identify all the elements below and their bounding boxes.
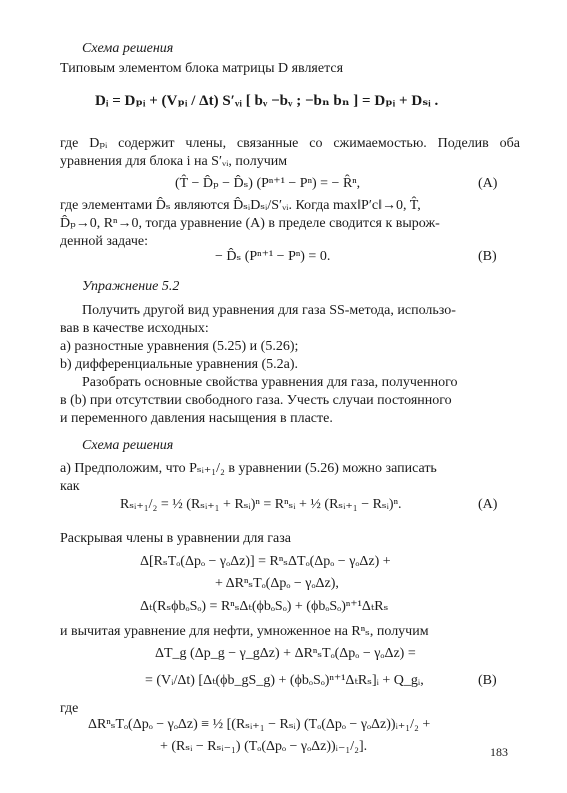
equation-B: − D̂ₛ (Pⁿ⁺¹ − Pⁿ) = 0. <box>215 249 331 264</box>
matrix-equation: Dᵢ = Dₚᵢ + (Vₚᵢ / Δt) S′ᵥᵢ [ bᵥ −bᵥ ; −bₙ bₙ ] = Dₚᵢ + Dₛᵢ . <box>95 93 439 109</box>
paragraph-line: и переменного давления насыщения в пласте. <box>60 411 333 426</box>
equation-A: (T̂ − D̂ₚ − D̂ₛ) (Pⁿ⁺¹ − Pⁿ) = − R̂ⁿ, <box>175 176 361 191</box>
paragraph-line: Раскрывая члены в уравнении для газа <box>60 531 292 546</box>
equation-A2: Rₛᵢ₊₁/₂ = ½ (Rₛᵢ₊₁ + Rₛᵢ)ⁿ = Rⁿₛᵢ + ½ (Rₛᵢ₊₁ − Rₛᵢ)ⁿ. <box>120 497 402 512</box>
exercise-heading: Упражнение 5.2 <box>82 279 180 294</box>
equation-line: + (Rₛᵢ − Rₛᵢ₋₁) (Tₒ(Δpₒ − γₒΔz))ᵢ₋₁/₂]. <box>160 739 368 754</box>
equation-line: + ΔRⁿₛTₒ(Δpₒ − γₒΔz), <box>215 576 339 591</box>
equation-tag: (A) <box>478 176 498 191</box>
equation-line: ΔRⁿₛTₒ(Δpₒ − γₒΔz) ≡ ½ [(Rₛᵢ₊₁ − Rₛᵢ) (Tₒ(Δpₒ − γₒΔz))ᵢ₊₁/₂ + <box>88 717 431 732</box>
equation-line: Δ[RₛTₒ(Δpₒ − γₒΔz)] = RⁿₛΔTₒ(Δpₒ − γₒΔz) + <box>140 554 391 569</box>
paragraph-line: и вычитая уравнение для нефти, умноженное на Rⁿₛ, получим <box>60 624 429 639</box>
paragraph-line: а) Предположим, что Pₛᵢ₊₁/₂ в уравнении (5.26) можно записать <box>60 461 437 476</box>
paragraph-line: D̂ₚ→0, Rⁿ→0, тогда уравнение (A) в пределе сводится к вырож- <box>60 216 440 231</box>
paragraph-line: где <box>60 701 79 716</box>
paragraph-line: Типовым элементом блока матрицы D является <box>60 61 344 76</box>
equation-line: Δₜ(RₛϕbₒSₒ) = RⁿₛΔₜ(ϕbₒSₒ) + (ϕbₒSₒ)ⁿ⁺¹ΔₜRₛ <box>140 599 389 614</box>
paragraph-line: Получить другой вид уравнения для газа SS-метода, использо- <box>82 303 456 318</box>
paragraph-line: вав в качестве исходных: <box>60 321 209 336</box>
section-heading: Схема решения <box>82 41 174 56</box>
paragraph-line: как <box>60 479 80 494</box>
list-item: b) дифференциальные уравнения (5.2а). <box>60 357 299 372</box>
paragraph-line: уравнения для блока i на S′ᵥᵢ, получим <box>60 154 288 169</box>
equation-tag: (B) <box>478 249 497 264</box>
paragraph-line: Разобрать основные свойства уравнения для газа, полученного <box>82 375 458 390</box>
paragraph-line: денной задаче: <box>60 234 148 249</box>
paragraph-line: где Dₚᵢ содержит члены, связанные со сжимаемостью. Поделив оба <box>60 136 520 151</box>
list-item: а) разностные уравнения (5.25) и (5.26); <box>60 339 299 354</box>
paragraph-line: где элементами D̂ₛ являются D̂ₛᵢDₛᵢ/S′ᵥᵢ. Когда max‖P′c‖→0, T̂, <box>60 198 421 213</box>
equation-tag: (B) <box>478 673 497 688</box>
equation-line: = (Vᵢ/Δt) [Δₜ(ϕb_gS_g) + (ϕbₒSₒ)ⁿ⁺¹ΔₜRₛ]ᵢ + Q_gᵢ, <box>145 673 424 688</box>
paragraph-line: в (b) при отсутствии свободного газа. Учесть случаи постоянного <box>60 393 452 408</box>
equation-tag: (A) <box>478 497 498 512</box>
page-number: 183 <box>490 745 508 759</box>
equation-line: ΔT_g (Δp_g − γ_gΔz) + ΔRⁿₛTₒ(Δpₒ − γₒΔz) = <box>155 646 416 661</box>
section-heading: Схема решения <box>82 438 174 453</box>
